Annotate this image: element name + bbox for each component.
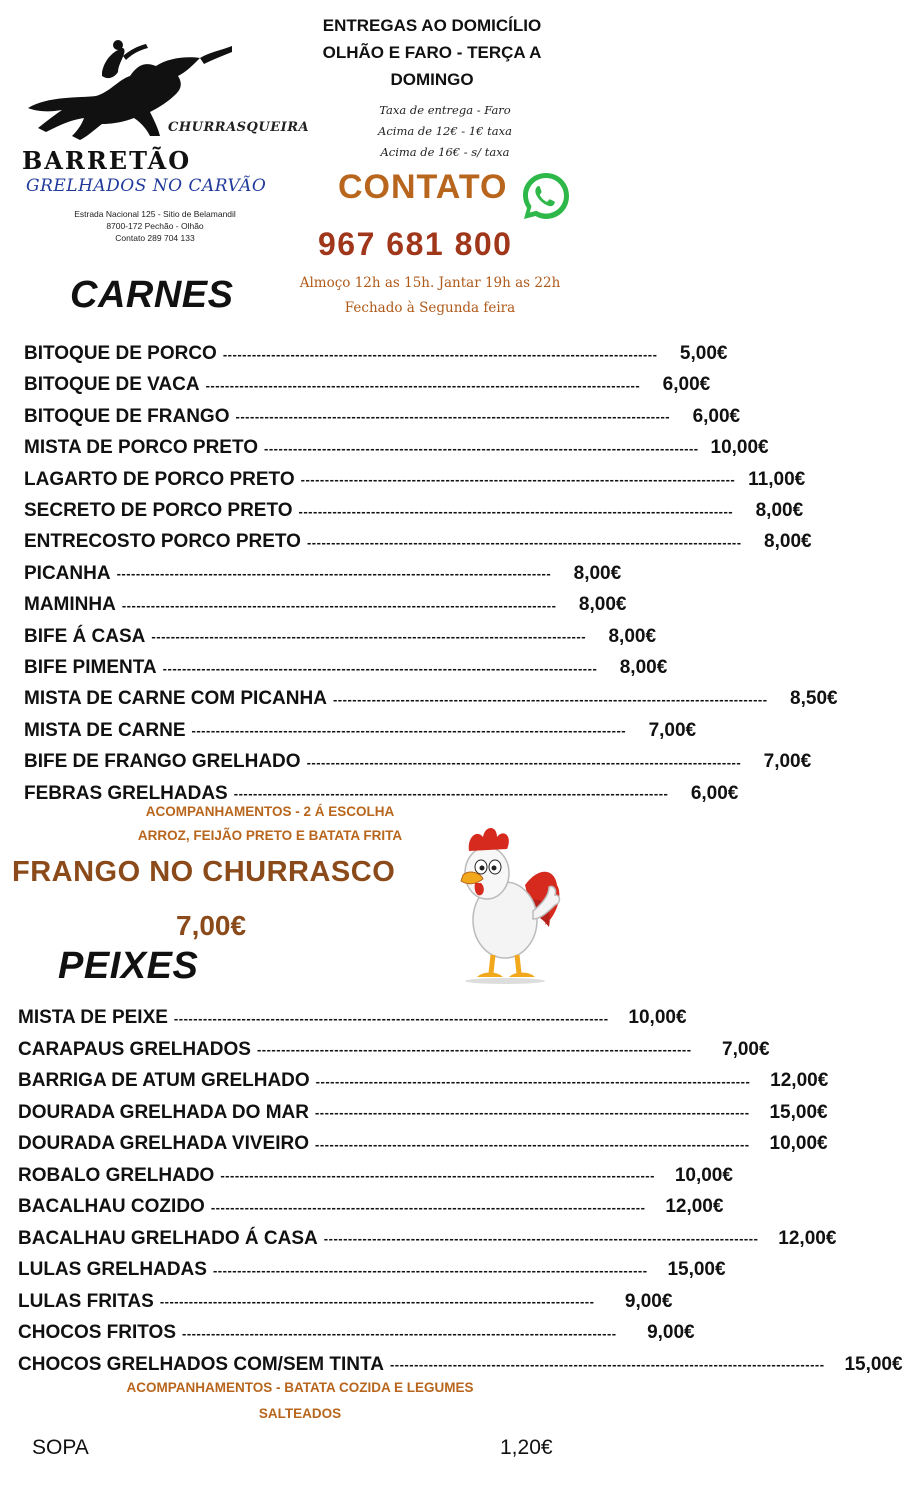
- whatsapp-icon[interactable]: [520, 170, 572, 222]
- rooster-mascot-icon: [445, 815, 565, 985]
- address-line: 8700-172 Pechão - Olhão: [106, 221, 204, 231]
- dotted-leader: ------------------------------------------------------------------------------------------: [306, 534, 742, 550]
- menu-item: [24, 590, 627, 620]
- menu-item-name: BIFE PIMENTA: [24, 657, 157, 678]
- dotted-leader: ------------------------------------------------------------------------------------------: [162, 660, 598, 676]
- menu-item-price: 9,00€: [624, 1290, 673, 1312]
- menu-item-price: 9,00€: [647, 1322, 695, 1343]
- menu-item-price: 8,00€: [578, 594, 627, 616]
- peixes-sides-line1: ACOMPANHAMENTOS - BATATA COZIDA E LEGUMES: [126, 1380, 474, 1395]
- menu-item-name: LAGARTO DE PORCO PRETO: [24, 468, 295, 490]
- menu-item: [24, 370, 711, 400]
- menu-item-price: 10,00€: [674, 1164, 733, 1186]
- menu-item-price: 15,00€: [844, 1353, 903, 1375]
- menu-item: [24, 527, 812, 557]
- menu-item: [24, 559, 622, 589]
- menu-item-name: BITOQUE DE VACA: [24, 374, 200, 396]
- dotted-leader: ------------------------------------------------------------------------------------------: [233, 786, 669, 802]
- dotted-leader: ------------------------------------------------------------------------------------------: [121, 597, 557, 613]
- menu-item-name: FEBRAS GRELHADAS: [24, 782, 228, 804]
- delivery-info: [282, 12, 582, 93]
- delivery-fees: [345, 100, 545, 163]
- menu-item-price: 6,00€: [692, 405, 741, 427]
- delivery-line: DOMINGO: [390, 70, 474, 89]
- menu-item-name: DOURADA GRELHADA DO MAR: [18, 1101, 309, 1123]
- menu-item-price: 12,00€: [665, 1196, 724, 1217]
- dotted-leader: ------------------------------------------------------------------------------------------: [315, 1136, 750, 1152]
- dotted-leader: ------------------------------------------------------------------------------------------: [314, 1105, 750, 1120]
- dotted-leader: ------------------------------------------------------------------------------------------: [300, 472, 736, 488]
- contact-label: CONTATO: [338, 168, 508, 206]
- menu-item: [18, 1287, 673, 1317]
- sopa-name: SOPA: [32, 1436, 89, 1459]
- menu-item-name: MISTA DE PORCO PRETO: [24, 437, 259, 459]
- menu-item: [24, 653, 668, 683]
- menu-item-price: 10,00€: [710, 437, 769, 459]
- brand-address: [40, 208, 270, 244]
- menu-item-name: BIFE Á CASA: [24, 625, 146, 647]
- menu-item-name: BACALHAU COZIDO: [18, 1196, 205, 1217]
- menu-item: [24, 716, 697, 746]
- menu-item-name: LULAS FRITAS: [18, 1290, 154, 1312]
- menu-item-price: 10,00€: [628, 1007, 687, 1028]
- menu-item-price: 10,00€: [769, 1133, 828, 1154]
- brand-small-label: CHURRASQUEIRA: [168, 120, 310, 135]
- menu-item-price: 8,50€: [790, 688, 838, 710]
- menu-item: [24, 496, 804, 526]
- menu-item-name: DOURADA GRELHADA VIVEIRO: [18, 1133, 309, 1154]
- frango-title: FRANGO NO CHURRASCO: [12, 856, 396, 888]
- menu-item-name: MISTA DE CARNE COM PICANHA: [24, 688, 327, 710]
- menu-item-name: SECRETO DE PORCO PRETO: [24, 500, 293, 521]
- menu-item-price: 8,00€: [619, 657, 668, 678]
- carnes-title: CARNES: [70, 274, 234, 316]
- address-line: Estrada Nacional 125 - Sitio de Belamandil: [74, 209, 236, 219]
- menu-item-name: CHOCOS GRELHADOS COM/SEM TINTA: [18, 1353, 384, 1375]
- menu-item-price: 8,00€: [608, 625, 657, 647]
- dotted-leader: ------------------------------------------------------------------------------------------: [235, 409, 671, 425]
- menu-item-name: ROBALO GRELHADO: [18, 1164, 215, 1186]
- dotted-leader: ------------------------------------------------------------------------------------------: [315, 1073, 751, 1089]
- menu-item: [18, 1129, 828, 1159]
- menu-item: [24, 339, 728, 369]
- menu-item-name: MISTA DE CARNE: [24, 719, 186, 741]
- menu-item-name: BARRIGA DE ATUM GRELHADO: [18, 1070, 310, 1091]
- dotted-leader: ------------------------------------------------------------------------------------------: [159, 1294, 595, 1309]
- menu-item-price: 7,00€: [722, 1038, 770, 1060]
- fee-line: Acima de 16€ - s/ taxa: [380, 145, 510, 159]
- dotted-leader: ------------------------------------------------------------------------------------------: [116, 566, 552, 582]
- dotted-leader: ------------------------------------------------------------------------------------------: [389, 1357, 825, 1372]
- menu-item-name: CARAPAUS GRELHADOS: [18, 1038, 251, 1060]
- menu-item: [24, 747, 812, 777]
- menu-item-price: 8,00€: [573, 562, 622, 584]
- menu-item-name: MISTA DE PEIXE: [18, 1007, 168, 1028]
- menu-item: [18, 1066, 829, 1096]
- menu-item-name: MAMINHA: [24, 594, 116, 616]
- delivery-line: OLHÃO E FARO - TERÇA A: [322, 43, 542, 62]
- dotted-leader: ------------------------------------------------------------------------------------------: [205, 377, 641, 393]
- dotted-leader: ------------------------------------------------------------------------------------------: [173, 1010, 609, 1026]
- menu-item: [24, 465, 806, 495]
- dotted-leader: ------------------------------------------------------------------------------------------: [151, 629, 587, 645]
- menu-item-price: 15,00€: [667, 1259, 726, 1280]
- dotted-leader: ------------------------------------------------------------------------------------------: [298, 503, 734, 519]
- dotted-leader: ------------------------------------------------------------------------------------------: [306, 754, 742, 770]
- menu-item-name: BACALHAU GRELHADO Á CASA: [18, 1227, 318, 1249]
- menu-item-name: CHOCOS FRITOS: [18, 1322, 176, 1343]
- dotted-leader: ------------------------------------------------------------------------------------------: [264, 440, 699, 456]
- menu-item: [24, 622, 657, 652]
- menu-item-price: 12,00€: [770, 1070, 829, 1091]
- menu-item: [18, 1192, 724, 1222]
- menu-item: [18, 1224, 837, 1254]
- frango-price: 7,00€: [176, 910, 247, 941]
- dotted-leader: ------------------------------------------------------------------------------------------: [323, 1231, 759, 1246]
- menu-item-price: 5,00€: [679, 343, 728, 364]
- menu-item-name: BITOQUE DE PORCO: [24, 343, 217, 364]
- menu-item-price: 15,00€: [769, 1101, 828, 1123]
- menu-item: [24, 402, 741, 432]
- closed-day: Fechado à Segunda feira: [344, 300, 516, 316]
- menu-item-name: BITOQUE DE FRANGO: [24, 405, 230, 427]
- menu-item: [18, 1098, 828, 1128]
- menu-item-price: 6,00€: [690, 782, 739, 804]
- dotted-leader: ------------------------------------------------------------------------------------------: [256, 1042, 692, 1057]
- dotted-leader: ------------------------------------------------------------------------------------------: [220, 1168, 655, 1183]
- menu-item: [18, 1161, 733, 1191]
- dotted-leader: ------------------------------------------------------------------------------------------: [191, 723, 627, 739]
- menu-item-price: 11,00€: [748, 468, 806, 490]
- menu-item: [18, 1003, 687, 1033]
- carnes-sides-line2: ARROZ, FEIJÃO PRETO E BATATA FRITA: [137, 828, 403, 843]
- menu-item-name: BIFE DE FRANGO GRELHADO: [24, 751, 301, 773]
- menu-item: [18, 1035, 770, 1065]
- peixes-title: PEIXES: [58, 945, 199, 987]
- menu-item-price: 8,00€: [755, 500, 804, 521]
- brand-name: BARRETÃO: [22, 146, 192, 175]
- sopa-price: 1,20€: [500, 1436, 553, 1459]
- menu-item: [24, 684, 838, 714]
- opening-hours: Almoço 12h as 15h. Jantar 19h as 22h: [299, 275, 561, 291]
- dotted-leader: ------------------------------------------------------------------------------------------: [212, 1262, 648, 1278]
- menu-item: [18, 1350, 903, 1380]
- menu-item-price: 6,00€: [662, 374, 711, 396]
- delivery-line: ENTREGAS AO DOMICÍLIO: [322, 16, 542, 35]
- menu-item-price: 12,00€: [778, 1227, 837, 1249]
- dotted-leader: ------------------------------------------------------------------------------------------: [332, 691, 768, 707]
- menu-item: [18, 1318, 695, 1348]
- fee-line: Taxa de entrega - Faro: [379, 103, 511, 117]
- dotted-leader: ------------------------------------------------------------------------------------------: [222, 346, 658, 362]
- dotted-leader: ------------------------------------------------------------------------------------------: [210, 1199, 646, 1215]
- menu-item-name: LULAS GRELHADAS: [18, 1259, 207, 1280]
- menu-item-price: 8,00€: [764, 531, 812, 553]
- menu-item: [24, 433, 769, 463]
- menu-item-name: PICANHA: [24, 562, 111, 584]
- menu-item-name: ENTRECOSTO PORCO PRETO: [24, 531, 301, 553]
- menu-item-price: 7,00€: [763, 751, 812, 773]
- menu-item: [18, 1255, 726, 1285]
- carnes-sides-line1: ACOMPANHAMENTOS - 2 Á ESCOLHA: [145, 804, 395, 819]
- peixes-sides-line2: SALTEADOS: [258, 1406, 342, 1421]
- fee-line: Acima de 12€ - 1€ taxa: [378, 124, 512, 138]
- phone-number[interactable]: 967 681 800: [318, 226, 513, 262]
- address-line: Contato 289 704 133: [115, 233, 195, 243]
- menu-item-price: 7,00€: [648, 719, 697, 741]
- dotted-leader: ------------------------------------------------------------------------------------------: [182, 1325, 617, 1341]
- brand-subtitle: GRELHADOS NO CARVÃO: [26, 176, 267, 196]
